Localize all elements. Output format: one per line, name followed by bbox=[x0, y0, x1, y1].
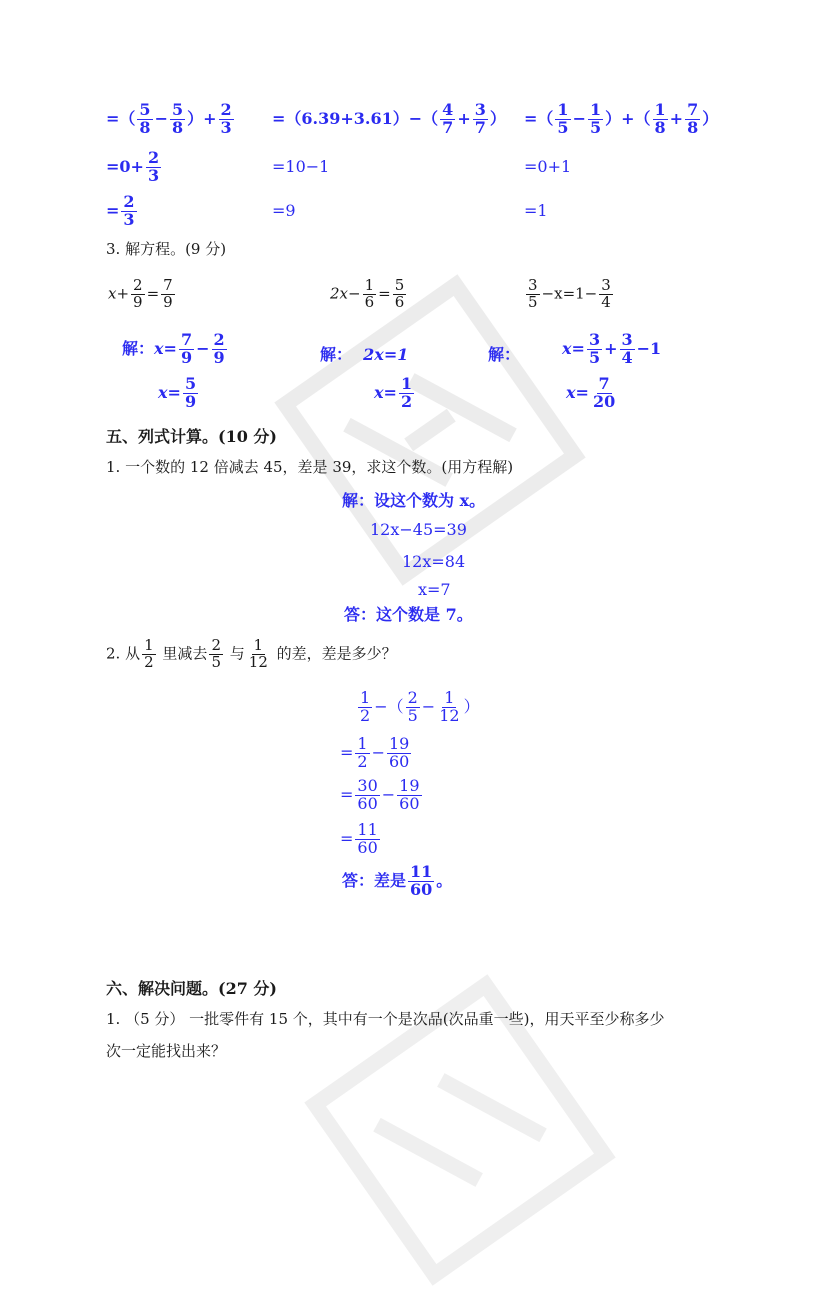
p1-line2: 12x−45=39 bbox=[370, 520, 467, 539]
calc3-line2: =0+1 bbox=[524, 157, 572, 176]
equation-2: 2x− $\frac{1}{6}$ = $\frac{5}{6}$ bbox=[330, 276, 405, 311]
calc3-line3: =1 bbox=[524, 201, 548, 220]
calc1-line3: = $\frac{2}{3}$ bbox=[106, 192, 135, 229]
p1-line1: 解：设这个数为 x。 bbox=[342, 491, 486, 510]
calc3-line1: =（ $\frac{1}{5}$ − $\frac{1}{5}$ ）+（ $\frac{1}{8}$ + $\frac{7}{8}$ ） bbox=[524, 100, 719, 137]
solution-2-line1: 解： 2x=1 bbox=[320, 345, 409, 364]
p1-answer: 答：这个数是 7。 bbox=[344, 605, 473, 624]
calc1-line2: =0+ $\frac{2}{3}$ bbox=[106, 148, 160, 185]
p1-line4: x=7 bbox=[418, 580, 451, 599]
calc2-line2: =10−1 bbox=[272, 157, 330, 176]
p2-line3: = $\frac{30}{60}$ − $\frac{19}{60}$ bbox=[340, 776, 420, 813]
sec5-problem2: 2. 从 $\frac{1}{2}$ 里减去 $\frac{2}{5}$ 与 $\frac{1}{12}$ 的差，差是多少？ bbox=[106, 636, 397, 671]
sec6-q1-line2: 次一定能找出来？ bbox=[106, 1042, 227, 1060]
q3-title: 3. 解方程。(9 分) bbox=[106, 240, 227, 258]
equation-3: $\frac{3}{5}$ −x=1− $\frac{3}{4}$ bbox=[528, 276, 611, 311]
section-5-title: 五、列式计算。(10 分) bbox=[106, 427, 277, 446]
solution-1-line2: x= $\frac{5}{9}$ bbox=[158, 374, 197, 411]
solution-1-line1: 解：x= $\frac{7}{9}$ − $\frac{2}{9}$ bbox=[122, 330, 225, 367]
p2-line1: $\frac{1}{2}$ −（ $\frac{2}{5}$ − $\frac{1}{12}$ ） bbox=[360, 688, 480, 725]
watermark-logo bbox=[279, 949, 641, 1311]
p2-answer: 答：差是 $\frac{11}{60}$ 。 bbox=[342, 862, 453, 899]
solution-2-line2: x= $\frac{1}{2}$ bbox=[374, 374, 413, 411]
solution-3-line1: x= $\frac{3}{5}$ + $\frac{3}{4}$ −1 bbox=[562, 330, 662, 367]
p2-line2: = $\frac{1}{2}$ − $\frac{19}{60}$ bbox=[340, 734, 410, 771]
sec5-problem1: 1. 一个数的 12 倍减去 45，差是 39，求这个数。(用方程解) bbox=[106, 458, 514, 476]
solution-3-label: 解： bbox=[488, 345, 521, 364]
p2-line4: = $\frac{11}{60}$ bbox=[340, 820, 378, 857]
sec6-q1-line1: 1. （5 分） 一批零件有 15 个，其中有一个是次品(次品重一些)，用天平至少称多少 bbox=[106, 1010, 665, 1028]
equation-1: x+ $\frac{2}{9}$ = $\frac{7}{9}$ bbox=[108, 276, 173, 311]
calc1-line1: =（ $\frac{5}{8}$ − $\frac{5}{8}$ ）+ $\frac{2}{3}$ bbox=[106, 100, 232, 137]
calc2-line3: =9 bbox=[272, 201, 296, 220]
p1-line3: 12x=84 bbox=[402, 552, 466, 571]
solution-3-line2: x= $\frac{7}{20}$ bbox=[566, 374, 616, 411]
calc2-line1: =（6.39+3.61）−（ $\frac{4}{7}$ + $\frac{3}{7}$ ） bbox=[272, 100, 506, 137]
section-6-title: 六、解决问题。(27 分) bbox=[106, 979, 277, 998]
